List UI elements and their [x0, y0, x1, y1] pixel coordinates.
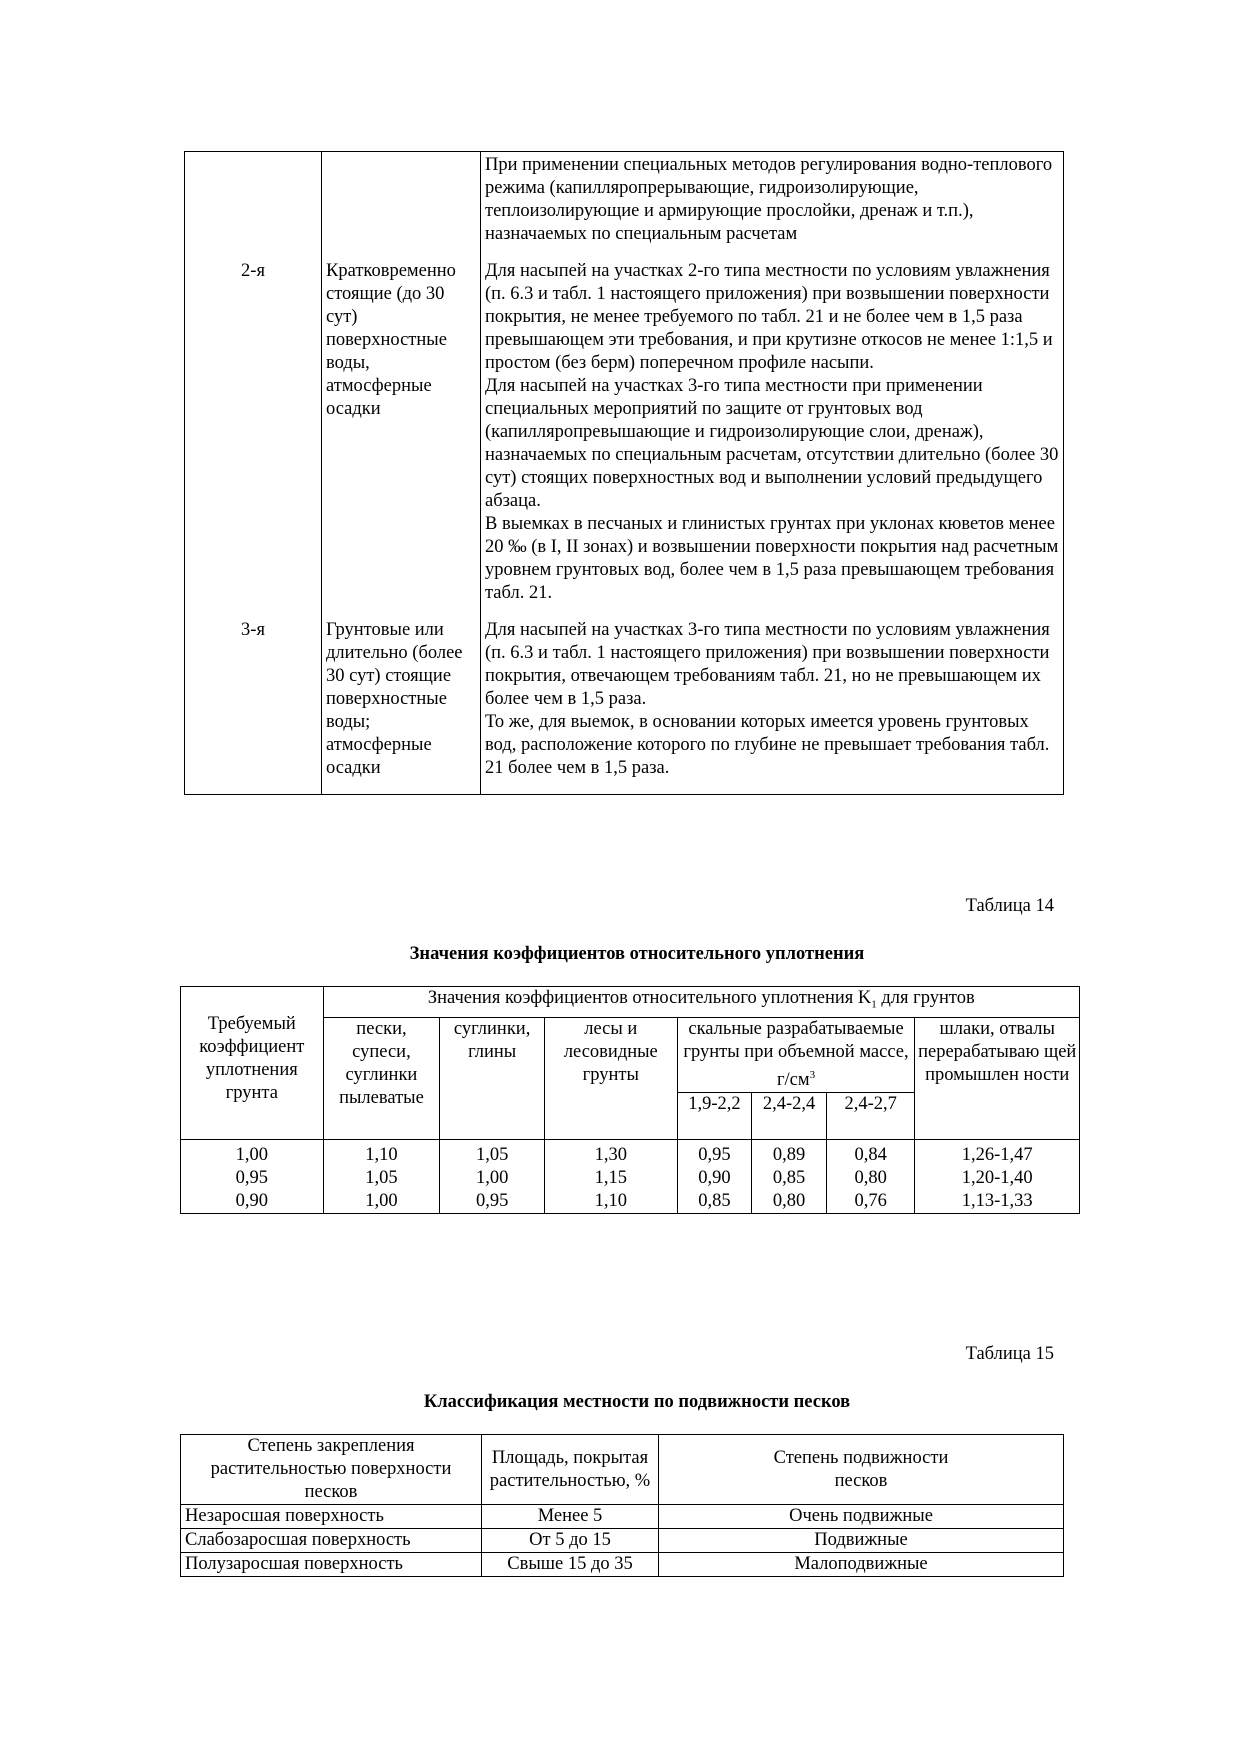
header-cell: шлаки, отвалы перерабатываю щей промышлен ности: [915, 1017, 1080, 1139]
table-cell: [481, 152, 1064, 247]
header-cell: Степень закрепления растительностью поверхности песков: [181, 1435, 482, 1505]
table-title: Классификация местности по подвижности песков: [423, 1392, 851, 1412]
table-row: [185, 260, 1064, 605]
table-values-row: [181, 1139, 1080, 1213]
sand-mobility-table: [180, 1434, 1064, 1577]
header-group-cell: Значения коэффициентов относительного уплотнения $K_1$ для грунтов: [323, 987, 1079, 1018]
table-cell: [481, 260, 1064, 605]
table-cell: Свыше 15 до 35: [482, 1553, 659, 1577]
header-cell: 2,4-2,4: [752, 1092, 827, 1139]
table-spacer: [185, 605, 1064, 619]
table-cell: Полузаросшая поверхность: [181, 1553, 482, 1577]
table-header-row: [181, 987, 1080, 1018]
table-cell: [185, 152, 322, 247]
table-cell: Слабозаросшая поверхность: [181, 1529, 482, 1553]
table-cell: 1,00 0,95 0,90: [181, 1139, 324, 1213]
table-row: [185, 619, 1064, 780]
table-cell: 1,10 1,05 1,00: [323, 1139, 440, 1213]
table-spacer: [185, 246, 1064, 260]
table-cell: Малоподвижные: [659, 1553, 1064, 1577]
table-cell: 0,89 0,85 0,80: [752, 1139, 827, 1213]
table-cell: Незаросшая поверхность: [181, 1505, 482, 1529]
table-cell: 0,95 0,90 0,85: [677, 1139, 752, 1213]
table-cell: 0,84 0,80 0,76: [826, 1139, 915, 1213]
table-cell: 1,30 1,15 1,10: [545, 1139, 678, 1213]
header-cell: пески, супеси, суглинки пылеватые: [323, 1017, 440, 1139]
table-cell: 1,26-1,47 1,20-1,40 1,13-1,33: [915, 1139, 1080, 1213]
table-cell: 2-я: [185, 260, 322, 605]
paragraph: Для насыпей на участках 2-го типа местности по условиям увлажнения (п. 6.3 и табл. 1 настоящего приложения) при возвышении поверхности покрытия, не менее требуемого по табл. 21 и не более чем в 1,5 раза превышающем эти требования, и при крутизне откосов не менее 1:1,5 и простом (без берм) поперечном профиле насыпи.: [485, 261, 1053, 373]
table-cell: 3-я: [185, 619, 322, 780]
table-caption: Таблица 14: [965, 896, 1054, 916]
table-caption: Таблица 15: [965, 1344, 1054, 1364]
header-cell: суглинки, глины: [440, 1017, 545, 1139]
table-row: [181, 1505, 1064, 1529]
table-cell: Подвижные: [659, 1529, 1064, 1553]
table-cell: Кратковременно стоящие (до 30 сут) поверхностные воды, атмосферные осадки: [322, 260, 481, 605]
water-regime-table: [184, 151, 1064, 795]
table-cell: Менее 5: [482, 1505, 659, 1529]
table-cell: 1,05 1,00 0,95: [440, 1139, 545, 1213]
table-cell: [322, 152, 481, 247]
header-cell: скальные разрабатываемые грунты при объемной массе, $г/см^3$: [677, 1017, 915, 1092]
table-spacer: [185, 780, 1064, 795]
header-cell: Требуемый коэффициент уплотнения грунта: [181, 987, 324, 1140]
header-cell: лесы и лесовидные грунты: [545, 1017, 678, 1139]
paragraph: Для насыпей на участках 3-го типа местности по условиям увлажнения (п. 6.3 и табл. 1 настоящего приложения) при возвышении поверхности покрытия, отвечающем требованиям табл. 21, но не превышающем их более чем в 1,5 раза.: [485, 620, 1050, 709]
table-row: [185, 152, 1064, 247]
table-title: Значения коэффициентов относительного уплотнения: [409, 944, 865, 964]
paragraph: То же, для выемок, в основании которых имеется уровень грунтовых вод, расположение которого по глубине не превышает требования табл. 21 более чем в 1,5 раза.: [485, 712, 1050, 778]
paragraph: Для насыпей на участках 3-го типа местности при применении специальных мероприятий по защите от грунтовых вод (капилляропревышающие и гидроизолирующие слои, дренаж), назначаемых по специальным расчетам, отсутствии длительно (более 30 сут) стоящих поверхностных вод и выполнении условий предыдущего абзаца.: [485, 376, 1059, 511]
compaction-coefficients-table: [180, 986, 1080, 1214]
header-cell: 2,4-2,7: [826, 1092, 915, 1139]
header-cell: Площадь, покрытая растительностью, %: [482, 1435, 659, 1505]
table-row: [181, 1553, 1064, 1577]
table-cell: [481, 619, 1064, 780]
table-cell: Очень подвижные: [659, 1505, 1064, 1529]
table-cell: Грунтовые или длительно (более 30 сут) стоящие поверхностные воды; атмосферные осадки: [322, 619, 481, 780]
paragraph: При применении специальных методов регулирования водно-теплового режима (капилляропрерывающие, гидроизолирующие, теплоизолирующие и армирующие прослойки, дренаж и т.п.), назначаемых по специальным расчетам: [485, 155, 1053, 244]
header-cell: 1,9-2,2: [677, 1092, 752, 1139]
paragraph: В выемках в песчаных и глинистых грунтах при уклонах кюветов менее 20 ‰ (в I, II зонах) и возвышении поверхности покрытия над расчетным уровнем грунтовых вод, более чем в 1,5 раза превышающем требования табл. 21.: [485, 514, 1059, 603]
table-cell: От 5 до 15: [482, 1529, 659, 1553]
table-row: [181, 1529, 1064, 1553]
table-header-row: [181, 1435, 1064, 1505]
header-cell: Степень подвижности песков: [659, 1435, 1064, 1505]
